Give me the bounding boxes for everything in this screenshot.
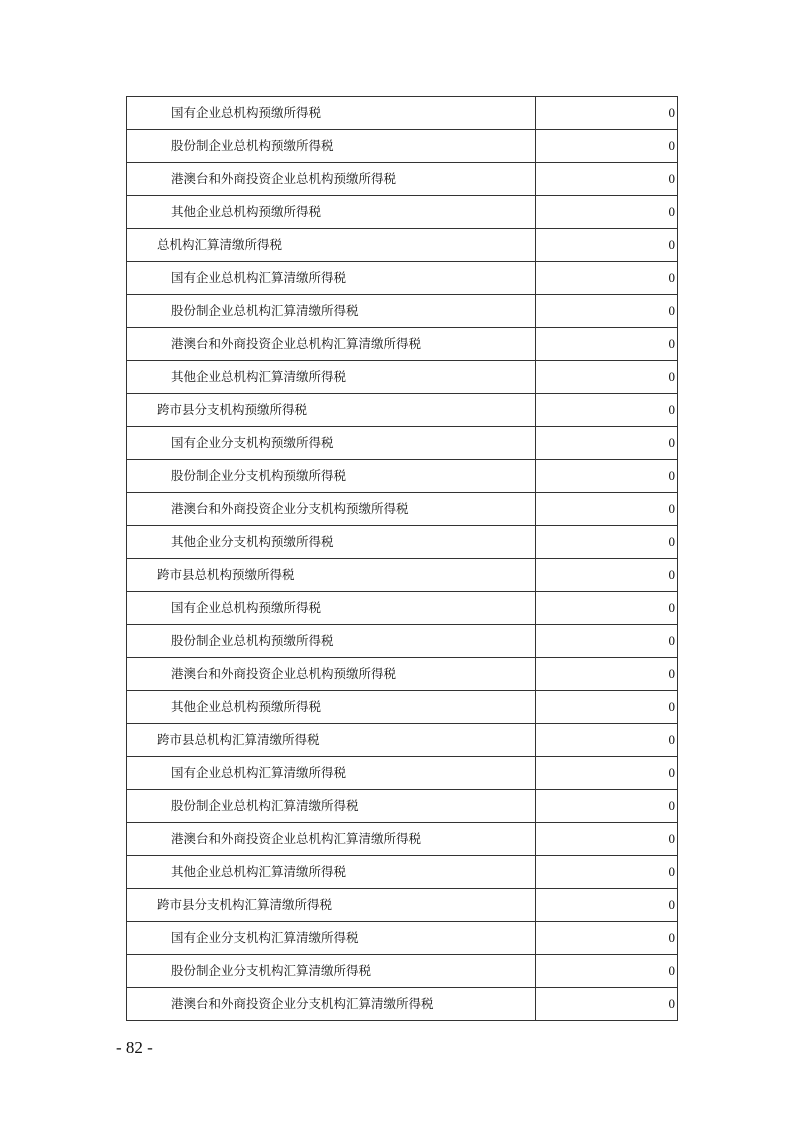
row-value: 0: [536, 724, 678, 757]
row-value: 0: [536, 493, 678, 526]
row-value: 0: [536, 757, 678, 790]
row-value: 0: [536, 460, 678, 493]
row-value: 0: [536, 130, 678, 163]
row-label: 股份制企业分支机构汇算清缴所得税: [127, 955, 536, 988]
row-value: 0: [536, 592, 678, 625]
row-label: 国有企业分支机构预缴所得税: [127, 427, 536, 460]
row-label: 股份制企业总机构汇算清缴所得税: [127, 295, 536, 328]
row-value: 0: [536, 625, 678, 658]
row-value: 0: [536, 559, 678, 592]
row-value: 0: [536, 526, 678, 559]
table-row: [127, 394, 678, 427]
row-label: 国有企业总机构汇算清缴所得税: [127, 757, 536, 790]
row-value: 0: [536, 823, 678, 856]
row-label: 港澳台和外商投资企业总机构预缴所得税: [127, 163, 536, 196]
row-value: 0: [536, 394, 678, 427]
table-row: [127, 97, 678, 130]
row-value: 0: [536, 955, 678, 988]
table-row: [127, 592, 678, 625]
page-number: - 82 -: [116, 1038, 153, 1057]
table-row: [127, 526, 678, 559]
row-label: 其他企业总机构预缴所得税: [127, 691, 536, 724]
row-value: 0: [536, 328, 678, 361]
row-label: 跨市县分支机构汇算清缴所得税: [127, 889, 536, 922]
row-value: 0: [536, 856, 678, 889]
table-row: [127, 724, 678, 757]
row-label: 国有企业分支机构汇算清缴所得税: [127, 922, 536, 955]
row-label: 跨市县总机构预缴所得税: [127, 559, 536, 592]
row-label: 股份制企业分支机构预缴所得税: [127, 460, 536, 493]
row-value: 0: [536, 361, 678, 394]
row-label: 其他企业总机构预缴所得税: [127, 196, 536, 229]
table-row: [127, 790, 678, 823]
row-label: 其他企业总机构汇算清缴所得税: [127, 856, 536, 889]
row-value: 0: [536, 229, 678, 262]
row-label: 跨市县分支机构预缴所得税: [127, 394, 536, 427]
row-label: 股份制企业总机构预缴所得税: [127, 130, 536, 163]
table-row: [127, 559, 678, 592]
table-row: [127, 922, 678, 955]
table-row: [127, 460, 678, 493]
row-label: 港澳台和外商投资企业分支机构预缴所得税: [127, 493, 536, 526]
row-label: 港澳台和外商投资企业总机构预缴所得税: [127, 658, 536, 691]
table-row: [127, 493, 678, 526]
row-value: 0: [536, 922, 678, 955]
table-row: [127, 361, 678, 394]
row-value: 0: [536, 163, 678, 196]
table-row: [127, 757, 678, 790]
row-value: 0: [536, 691, 678, 724]
table-row: [127, 691, 678, 724]
table-row: [127, 196, 678, 229]
table-row: [127, 427, 678, 460]
row-value: 0: [536, 295, 678, 328]
row-label: 跨市县总机构汇算清缴所得税: [127, 724, 536, 757]
row-label: 国有企业总机构预缴所得税: [127, 592, 536, 625]
row-value: 0: [536, 988, 678, 1021]
row-value: 0: [536, 97, 678, 130]
row-label: 国有企业总机构汇算清缴所得税: [127, 262, 536, 295]
row-label: 股份制企业总机构汇算清缴所得税: [127, 790, 536, 823]
table-row: [127, 328, 678, 361]
table-row: [127, 955, 678, 988]
table-row: [127, 295, 678, 328]
table-row: [127, 130, 678, 163]
budget-table: [126, 96, 678, 1021]
row-label: 其他企业总机构汇算清缴所得税: [127, 361, 536, 394]
row-label: 港澳台和外商投资企业分支机构汇算清缴所得税: [127, 988, 536, 1021]
table-body: [127, 97, 678, 1021]
table-row: [127, 658, 678, 691]
row-value: 0: [536, 427, 678, 460]
table-row: [127, 988, 678, 1021]
table-row: [127, 823, 678, 856]
table-row: [127, 856, 678, 889]
row-value: 0: [536, 889, 678, 922]
row-label: 股份制企业总机构预缴所得税: [127, 625, 536, 658]
row-label: 其他企业分支机构预缴所得税: [127, 526, 536, 559]
table-row: [127, 229, 678, 262]
row-value: 0: [536, 658, 678, 691]
table-row: [127, 163, 678, 196]
table-row: [127, 625, 678, 658]
row-value: 0: [536, 790, 678, 823]
row-label: 总机构汇算清缴所得税: [127, 229, 536, 262]
row-label: 港澳台和外商投资企业总机构汇算清缴所得税: [127, 328, 536, 361]
row-value: 0: [536, 196, 678, 229]
table-row: [127, 889, 678, 922]
row-label: 港澳台和外商投资企业总机构汇算清缴所得税: [127, 823, 536, 856]
row-label: 国有企业总机构预缴所得税: [127, 97, 536, 130]
table-row: [127, 262, 678, 295]
row-value: 0: [536, 262, 678, 295]
